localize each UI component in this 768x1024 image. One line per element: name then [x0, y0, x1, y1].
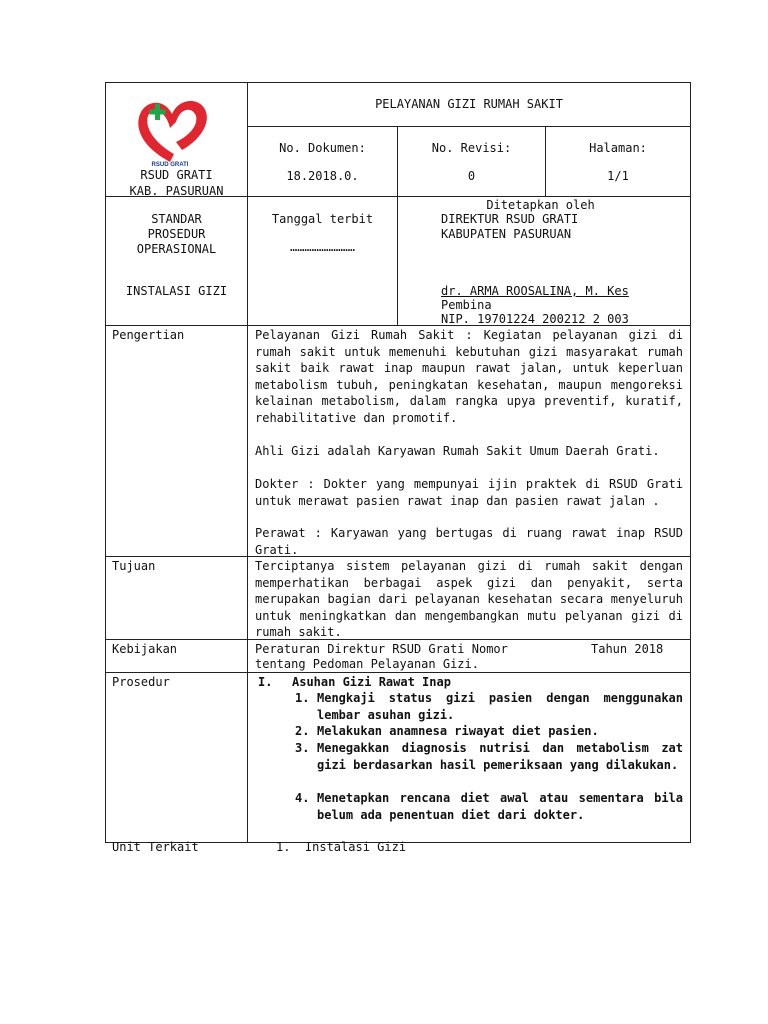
policy-text-line2: tentang Pedoman Pelayanan Gizi.	[255, 657, 479, 671]
page-value: 1/1	[607, 169, 629, 183]
signer-name: dr. ARMA ROOSALINA, M. Kes	[441, 284, 629, 298]
objective-text: Terciptanya sistem pelayanan gizi di rumah sakit dengan memperhatikan berbagai aspek gizi dan penyakit, serta merupakan bagian dari pelayanan kesehatan secara menyeluruh untuk meningkatkan dan mengembangkan mutu pelyanan gizi di rumah sakit.	[255, 559, 683, 639]
sop-title-line1: STANDAR	[151, 212, 202, 226]
policy-text-line1b: Tahun 2018	[591, 642, 664, 656]
procedure-section-heading: Asuhan Gizi Rawat Inap	[292, 675, 451, 689]
policy-label: Kebijakan	[112, 642, 178, 656]
procedure-label: Prosedur	[112, 675, 170, 689]
related-unit-label: Unit Terkait	[112, 840, 199, 854]
procedure-step-text: Menetapkan rencana diet awal atau sementara bila belum ada penentuan diet dari dokter.	[317, 791, 683, 822]
unit-name: INSTALASI GIZI	[125, 284, 228, 298]
definition-text-4: Perawat : Karyawan yang bertugas di ruang rawat inap RSUD Grati.	[255, 526, 683, 557]
regency-title: KABUPATEN PASURUAN	[441, 227, 572, 241]
definition-text-3: Dokter : Dokter yang mempunyai ijin praktek di RSUD Grati untuk merawat pasien rawat inap dan pasien rawat jalan .	[255, 477, 683, 508]
procedure-step-number: 1.	[295, 691, 310, 705]
table-border-top	[105, 82, 691, 83]
procedure-section-number: I.	[258, 675, 273, 689]
policy-text-line1a: Peraturan Direktur RSUD Grati Nomor	[255, 642, 508, 656]
procedure-step-number: 4.	[295, 791, 310, 805]
logo-heart-icon	[138, 101, 207, 162]
definition-text-2: Ahli Gizi adalah Karyawan Rumah Sakit Umum Daerah Grati.	[255, 444, 660, 458]
logo-cross-horizontal	[150, 110, 166, 115]
issue-date-label: Tanggal terbit	[271, 212, 374, 226]
page-label: Halaman:	[589, 141, 647, 155]
org-regency: KAB. PASURUAN	[129, 184, 224, 198]
sop-title-line3: OPERASIONAL	[136, 242, 217, 256]
table-border-right	[690, 82, 691, 842]
revision-label: No. Revisi:	[431, 141, 512, 155]
procedure-step-text: Melakukan anamnesa riwayat diet pasien.	[317, 724, 599, 738]
definition-text-1: Pelayanan Gizi Rumah Sakit : Kegiatan pelayanan gizi di rumah sakit untuk memenuhi kebutuhan gizi masyarakat rumah sakit baik rawat inap maupun rawat jalan, untuk keperluan metabolism tubuh, peningkatan kesehatan, maupun mengoreksi kelainan metabolism, dalam rangka upya preventif, kuratif, rehabilitative dan promotif.	[255, 328, 683, 425]
procedure-step-number: 3.	[295, 741, 310, 755]
rsud-grati-logo	[130, 92, 216, 172]
table-rule	[247, 126, 691, 127]
approved-by-label: Ditetapkan oleh	[486, 198, 595, 212]
signer-nip: NIP. 19701224 200212 2 003	[441, 312, 629, 326]
document-number-value: 18.2018.0.	[286, 169, 359, 183]
document-title: PELAYANAN GIZI RUMAH SAKIT	[375, 97, 563, 111]
org-name: RSUD GRATI	[140, 168, 213, 182]
signer-rank: Pembina	[441, 298, 492, 312]
procedure-step-number: 2.	[295, 724, 310, 738]
sop-title-line2: PROSEDUR	[147, 227, 206, 241]
revision-value: 0	[467, 169, 476, 183]
procedure-step-text: Menegakkan diagnosis nutrisi dan metabolism zat gizi berdasarkan hasil pemeriksaan yang dilakukan.	[317, 741, 683, 772]
table-column-rule	[545, 126, 546, 196]
issue-date-value: ………………………	[289, 240, 356, 254]
procedure-step-text: Mengkaji status gizi pasien dengan menggunakan lembar asuhan gizi.	[317, 691, 683, 722]
related-unit-item: 1. Instalasi Gizi	[276, 840, 407, 854]
logo-text: RSUD GRATI	[151, 162, 189, 168]
definition-label: Pengertian	[112, 328, 185, 342]
objective-label: Tujuan	[112, 559, 156, 573]
document-number-label: No. Dokumen:	[279, 141, 366, 155]
table-rule	[105, 672, 691, 673]
table-column-rule	[247, 82, 248, 842]
director-title: DIREKTUR RSUD GRATI	[441, 212, 579, 226]
